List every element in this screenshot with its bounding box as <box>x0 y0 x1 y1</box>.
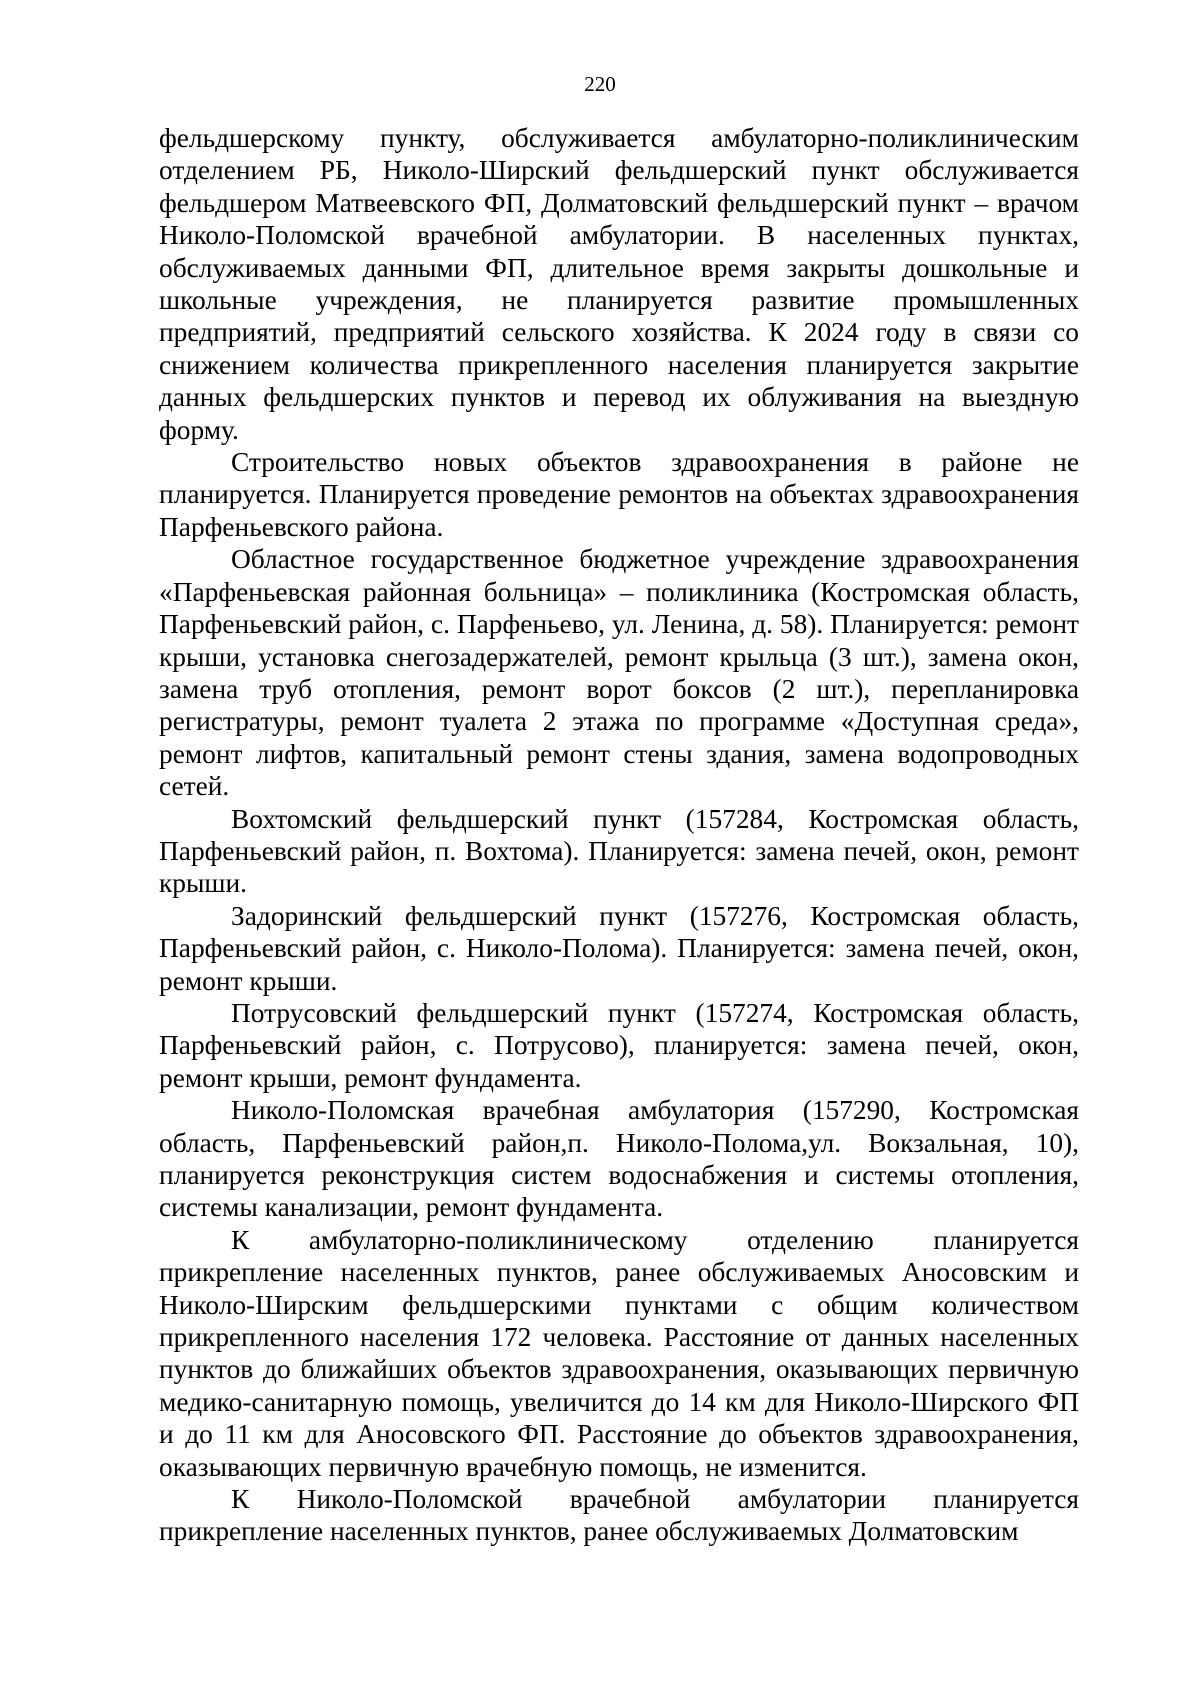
paragraph-3: Областное государственное бюджетное учреждение здравоохранения «Парфеньевская районная больница» – поликлиника (Костромская область, Парфеньевский район, с. Парфеньево, ул. Ленина, д. 58). Планируется: ремонт крыши, установка снегозадержателей, ремонт крыльца (3 шт.), замена окон, замена труб отопления, ремонт ворот боксов (2 шт.), перепланировка регистратуры, ремонт туалета 2 этажа по программе «Доступная среда», ремонт лифтов, капитальный ремонт стены здания, замена водопроводных сетей. <box>159 544 1079 802</box>
paragraph-5: Задоринский фельдшерский пункт (157276, Костромская область, Парфеньевский район, с. Николо-Полома). Планируется: замена печей, окон, ремонт крыши. <box>159 900 1079 996</box>
paragraph-1: фельдшерскому пункту, обслуживается амбулаторно-поликлиническим отделением РБ, Николо-Ширский фельдшерский пункт обслуживается фельдшером Матвеевского ФП, Долматовский фельдшерский пункт – врачом Николо-Поломской врачебной амбулатории. В населенных пунктах, обслуживаемых данными ФП, длительное время закрыты дошкольные и школьные учреждения, не планируется развитие промышленных предприятий, предприятий сельского хозяйства. К 2024 году в связи со снижением количества прикрепленного населения планируется закрытие данных фельдшерских пунктов и перевод их облуживания на выездную форму. <box>159 123 1079 445</box>
paragraph-9: К Николо-Поломской врачебной амбулатории планируется прикрепление населенных пунктов, ранее обслуживаемых Долматовским <box>159 1484 1079 1547</box>
page-number: 220 <box>584 72 616 96</box>
paragraph-6: Потрусовский фельдшерский пункт (157274, Костромская область, Парфеньевский район, с. Потрусово), планируется: замена печей, окон, ремонт крыши, ремонт фундамента. <box>159 997 1079 1093</box>
paragraph-4: Вохтомский фельдшерский пункт (157284, Костромская область, Парфеньевский район, п. Вохтома). Планируется: замена печей, окон, ремонт крыши. <box>159 803 1079 899</box>
document-body <box>159 122 1079 1548</box>
paragraph-7: Николо-Поломская врачебная амбулатория (157290, Костромская область, Парфеньевский район,п. Николо-Полома,ул. Вокзальная, 10), планируется реконструкция систем водоснабжения и системы отопления, системы канализации, ремонт фундамента. <box>159 1095 1079 1223</box>
paragraph-2: Строительство новых объектов здравоохранения в районе не планируется. Планируется проведение ремонтов на объектах здравоохранения Парфеньевского района. <box>159 447 1079 542</box>
paragraph-8: К амбулаторно-поликлиническому отделению планируется прикрепление населенных пунктов, ранее обслуживаемых Аносовским и Николо-Ширским фельдшерскими пунктами с общим количеством прикрепленного населения 172 человека. Расстояние от данных населенных пунктов до ближайших объектов здравоохранения, оказывающих первичную медико-санитарную помощь, увеличится до 14 км для Николо-Ширского ФП и до 11 км для Аносовского ФП. Расстояние до объектов здравоохранения, оказывающих первичную врачебную помощь, не изменится. <box>159 1224 1079 1482</box>
